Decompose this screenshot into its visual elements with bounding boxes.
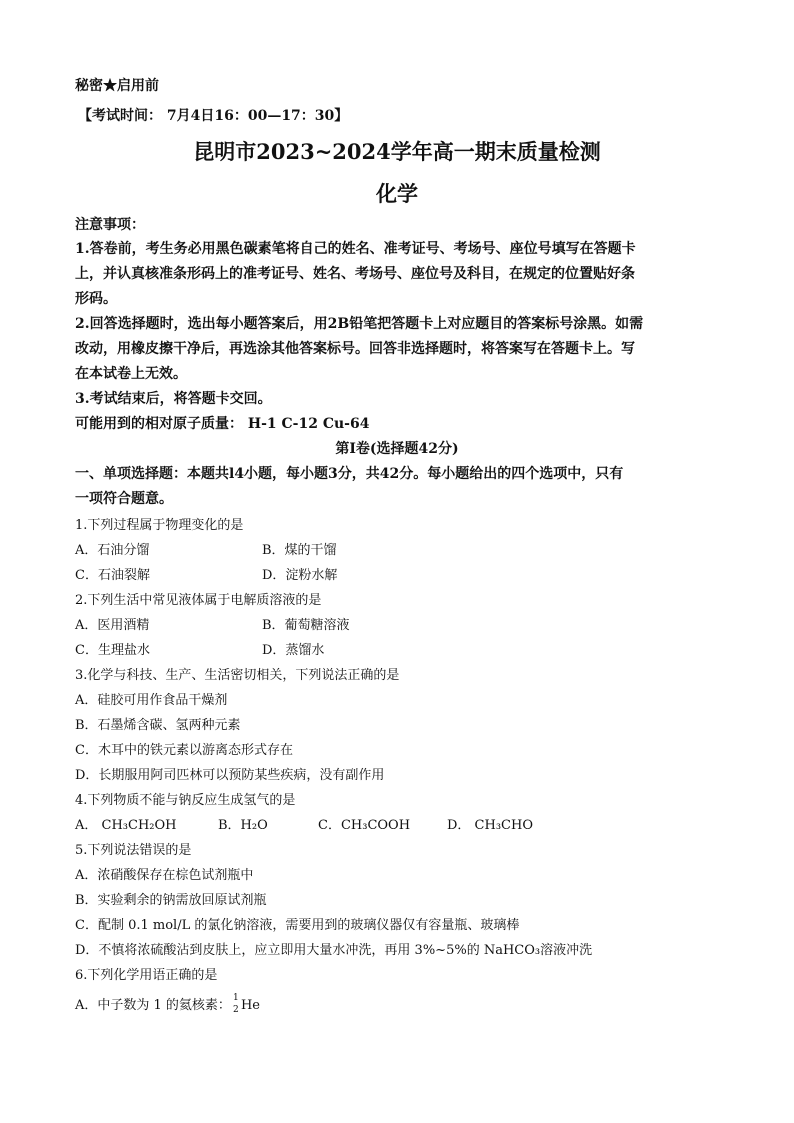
note-1-line-3: 形码。	[75, 291, 117, 307]
atomic-mass-line: 可能用到的相对原子质量： H-1 C-12 Cu-64	[75, 416, 370, 432]
question-6-option-a-text: A．中子数为 1 的氦核素：	[75, 998, 231, 1013]
question-1-stem: 1.下列过程属于物理变化的是	[75, 518, 244, 533]
notes-heading: 注意事项：	[75, 217, 145, 233]
question-4-option-b: B．H₂O	[218, 818, 268, 833]
question-2-option-c: C．生理盐水	[75, 643, 150, 658]
question-6-stem: 6.下列化学用语正确的是	[75, 968, 218, 983]
question-1-option-a: A．石油分馏	[75, 543, 150, 558]
exam-time: 【考试时间： 7月4日16：00—17：30】	[78, 108, 349, 124]
secret-label: 秘密★启用前	[75, 78, 159, 94]
atomic-number: 2	[232, 1005, 239, 1015]
question-3-option-c: C．木耳中的铁元素以游离态形式存在	[75, 743, 293, 758]
mass-number: 1	[232, 993, 239, 1003]
question-2-option-b: B．葡萄糖溶液	[262, 618, 350, 633]
section-intro-line-1: 一、单项选择题：本题共l4小题，每小题3分，共42分。每小题给出的四个选项中，只有	[75, 466, 624, 482]
element-symbol: He	[240, 998, 260, 1013]
question-5-option-d: D．不慎将浓硫酸沾到皮肤上，应立即用大量水冲洗，再用 3%~5%的 NaHCO₃溶液冲洗	[75, 943, 593, 958]
nuclide-notation	[231, 993, 241, 1015]
note-2-line-1: 2.回答选择题时，选出每小题答案后，用2B铅笔把答题卡上对应题目的答案标号涂黑。如需	[75, 316, 644, 332]
question-4-stem: 4.下列物质不能与钠反应生成氢气的是	[75, 793, 296, 808]
question-2-option-a: A．医用酒精	[75, 618, 150, 633]
subject-title: 化学	[376, 181, 418, 206]
question-3-stem: 3.化学与科技、生产、生活密切相关，下列说法正确的是	[75, 668, 400, 683]
question-5-option-a: A．浓硝酸保存在棕色试剂瓶中	[75, 868, 254, 883]
question-4-option-d: D． CH₃CHO	[447, 818, 533, 833]
question-1-option-d: D．淀粉水解	[262, 568, 338, 583]
note-1-line-1: 1.答卷前，考生务必用黑色碳素笔将自己的姓名、准考证号、考场号、座位号填写在答题卡	[75, 241, 636, 257]
question-2-stem: 2.下列生活中常见液体属于电解质溶液的是	[75, 593, 322, 608]
question-5-option-b: B．实验剩余的钠需放回原试剂瓶	[75, 893, 267, 908]
question-2-option-d: D．蒸馏水	[262, 643, 325, 658]
question-3-option-a: A．硅胶可用作食品干燥剂	[75, 693, 228, 708]
section-title: 第Ⅰ卷(选择题42分)	[335, 441, 459, 457]
question-5-stem: 5.下列说法错误的是	[75, 843, 192, 858]
question-1-option-b: B．煤的干馏	[262, 543, 337, 558]
note-3: 3.考试结束后，将答题卡交回。	[75, 391, 272, 407]
section-intro-line-2: 一项符合题意。	[75, 491, 173, 507]
note-2-line-2: 改动，用橡皮擦干净后，再选涂其他答案标号。回答非选择题时，将答案写在答题卡上。写	[75, 341, 635, 357]
question-6-option-a	[75, 994, 260, 1013]
question-3-option-d: D．长期服用阿司匹林可以预防某些疾病，没有副作用	[75, 768, 385, 783]
note-2-line-3: 在本试卷上无效。	[75, 366, 187, 382]
question-4-option-c: C．CH₃COOH	[318, 818, 411, 833]
question-5-option-c: C．配制 0.1 mol/L 的氯化钠溶液，需要用到的玻璃仪器仅有容量瓶、玻璃棒	[75, 918, 520, 933]
question-1-option-c: C．石油裂解	[75, 568, 150, 583]
question-3-option-b: B．石墨烯含碳、氢两种元素	[75, 718, 241, 733]
question-4-option-a: A． CH₃CH₂OH	[75, 818, 177, 833]
note-1-line-2: 上，并认真核准条形码上的准考证号、姓名、考场号、座位号及科目，在规定的位置贴好条	[75, 266, 635, 282]
exam-title: 昆明市2023~2024学年高一期末质量检测	[193, 139, 601, 164]
